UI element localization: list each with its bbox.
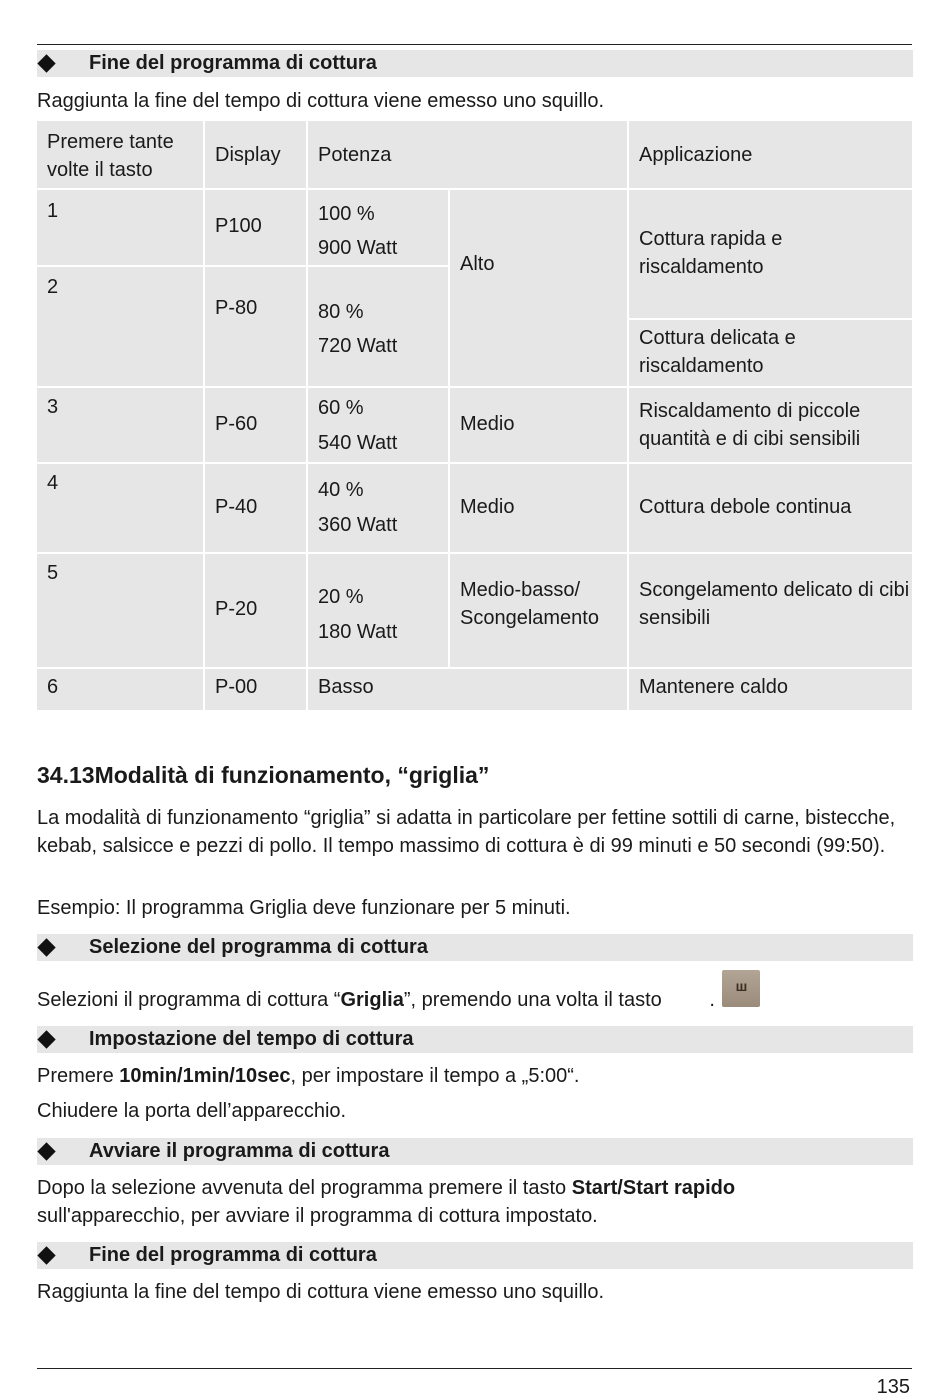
bottom-rule	[37, 1368, 912, 1369]
page-number: 135	[876, 1376, 910, 1398]
heading-end-program-top	[37, 50, 913, 77]
power-60: 60 % 540 Watt	[308, 388, 448, 462]
press-4: 4	[37, 464, 203, 552]
display-p40: P-40	[205, 464, 306, 552]
grill-icon: ш	[722, 970, 760, 1007]
heading-set-time	[37, 1026, 913, 1053]
diamond-bullet-icon	[37, 54, 55, 72]
heading-select-program	[37, 934, 913, 961]
section-example: Esempio: Il programma Griglia deve funzionare per 5 minuti.	[37, 897, 571, 919]
heading-text: Fine del programma di cottura	[89, 52, 377, 74]
top-rule	[37, 44, 912, 45]
app-defrost: Scongelamento delicato di cibi sensibili	[629, 554, 912, 667]
level-medium-60: Medio	[450, 388, 627, 462]
app-gentle-cooking: Cottura delicata e riscaldamento	[629, 320, 912, 386]
press-6: 6	[37, 669, 203, 710]
section-intro: La modalità di funzionamento “griglia” si adatta in particolare per fettine sottili di carne, bistecche, kebab, salsicce e pezzi di pollo. Il tempo massimo di cottura è di 99 minuti e 50 secondi (99:50).	[37, 807, 896, 857]
close-door-text: Chiudere la porta dell’apparecchio.	[37, 1100, 347, 1122]
table-header-application: Applicazione	[629, 121, 912, 188]
app-continuous: Cottura debole continua	[629, 464, 912, 552]
end-program-text: Raggiunta la fine del tempo di cottura viene emesso uno squillo.	[37, 1281, 605, 1303]
display-p00: P-00	[205, 669, 306, 710]
power-40: 40 % 360 Watt	[308, 464, 448, 552]
display-p80: P-80	[205, 267, 306, 386]
section-number: 34.13	[37, 762, 95, 788]
diamond-bullet-icon	[37, 938, 55, 956]
heading-end-program	[37, 1242, 913, 1269]
table-header-press: Premere tante volte il tasto	[37, 121, 203, 188]
diamond-bullet-icon	[37, 1142, 55, 1160]
heading-start-program	[37, 1138, 913, 1165]
level-medium-low: Medio-basso/ Scongelamento	[450, 554, 627, 667]
section-title-text: Modalità di funzionamento, “griglia”	[94, 762, 490, 788]
table-header-display: Display	[205, 121, 306, 188]
level-high: Alto	[450, 190, 627, 386]
display-p60: P-60	[205, 388, 306, 462]
press-2: 2	[37, 267, 203, 386]
app-keep-warm: Mantenere caldo	[629, 669, 912, 710]
select-program-text: Selezioni il programma di cottura “Griglia”, premendo una volta il tasto .	[37, 989, 715, 1011]
diamond-bullet-icon	[37, 1030, 55, 1048]
display-p100: P100	[205, 190, 306, 265]
display-p20: P-20	[205, 554, 306, 667]
level-medium-40: Medio	[450, 464, 627, 552]
app-fast-cooking: Cottura rapida e riscaldamento	[629, 190, 912, 318]
heading-text: Fine del programma di cottura	[89, 1244, 377, 1266]
heading-text: Avviare il programma di cottura	[89, 1140, 390, 1162]
power-100: 100 % 900 Watt	[308, 190, 448, 265]
power-table	[37, 121, 912, 710]
press-5: 5	[37, 554, 203, 667]
press-1: 1	[37, 190, 203, 265]
end-program-text-top: Raggiunta la fine del tempo di cottura viene emesso uno squillo.	[37, 90, 605, 112]
app-small-quantities: Riscaldamento di piccole quantità e di cibi sensibili	[629, 388, 912, 462]
power-20: 20 % 180 Watt	[308, 554, 448, 667]
section-title	[37, 762, 489, 789]
power-80: 80 % 720 Watt	[308, 267, 448, 386]
heading-text: Selezione del programma di cottura	[89, 936, 428, 958]
start-program-text: Dopo la selezione avvenuta del programma premere il tasto Start/Start rapido sull'apparecchio, per avviare il programma di cottura impostato.	[37, 1177, 736, 1227]
press-3: 3	[37, 388, 203, 462]
table-header-power: Potenza	[308, 121, 627, 188]
diamond-bullet-icon	[37, 1246, 55, 1264]
power-basso: Basso	[308, 669, 627, 710]
set-time-text: Premere 10min/1min/10sec, per impostare il tempo a „5:00“.	[37, 1065, 580, 1087]
heading-text: Impostazione del tempo di cottura	[89, 1028, 414, 1050]
